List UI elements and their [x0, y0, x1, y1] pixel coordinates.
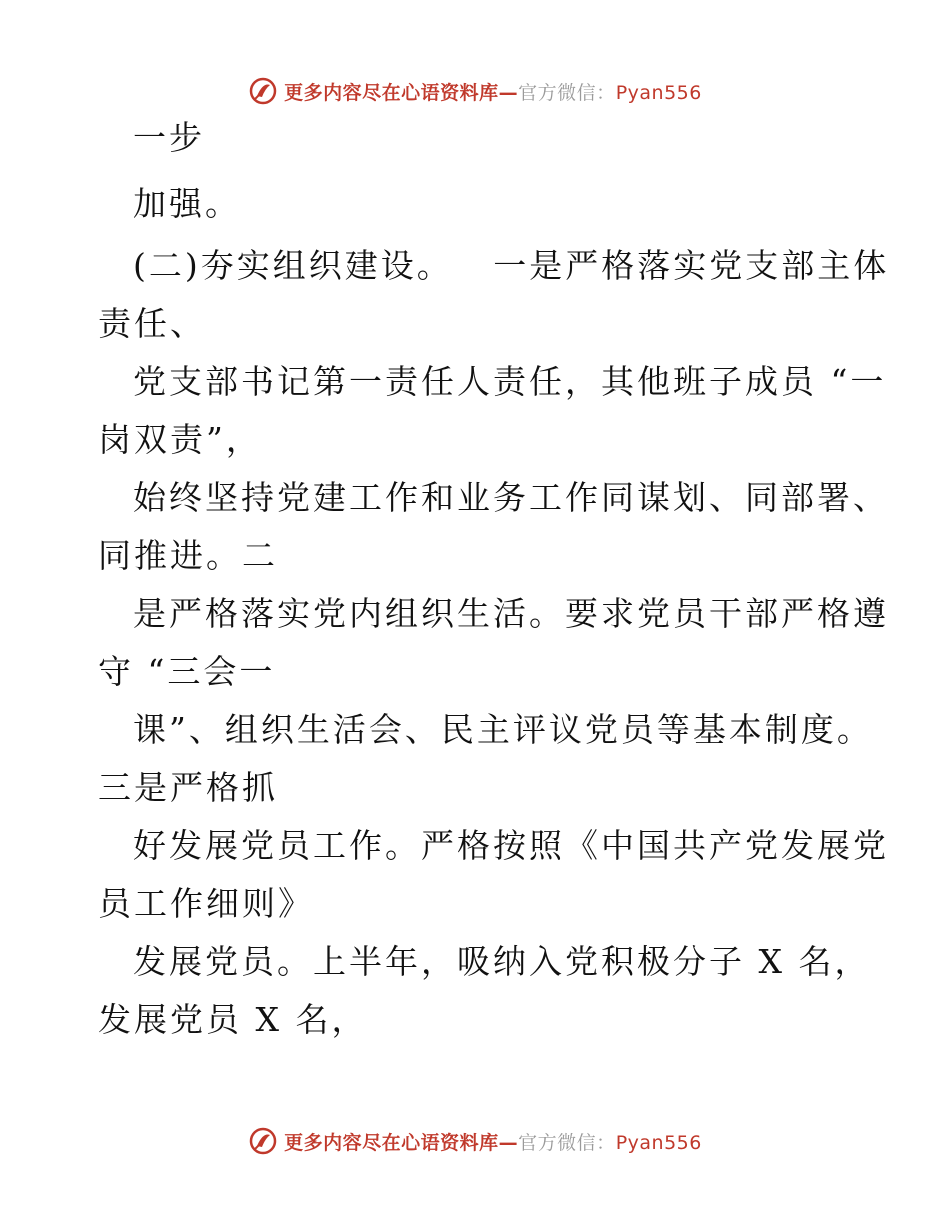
body-line: 加强。 — [133, 184, 241, 223]
footer-banner-label: 官方微信： — [518, 1131, 616, 1154]
body-line: 员工作细则》 — [98, 884, 314, 923]
header-banner-text — [284, 78, 702, 105]
body-line: 同推进。二 — [98, 536, 278, 575]
body-line: 发展党员 X 名， — [98, 1000, 368, 1039]
body-line: 三是严格抓 — [98, 768, 278, 807]
body-line: 岗双责”， — [98, 420, 262, 459]
body-line: 始终坚持党建工作和业务工作同谋划、同部署、 — [133, 478, 889, 517]
footer-banner-dash: — — [498, 1131, 519, 1154]
brand-logo-icon — [248, 76, 278, 106]
header-banner-label: 官方微信： — [518, 81, 616, 104]
header-banner-id: Pyan556 — [615, 81, 702, 104]
body-line: 是严格落实党内组织生活。要求党员干部严格遵 — [133, 594, 889, 633]
body-line: 守 “三会一 — [98, 652, 276, 691]
body-line: 好发展党员工作。严格按照《中国共产党发展党 — [133, 826, 889, 865]
body-line: 党支部书记第一责任人责任，其他班子成员 “一 — [133, 362, 887, 401]
body-line: (二)夯实组织建设。 一是严格落实党支部主体 — [133, 246, 890, 285]
body-line: 责任、 — [98, 304, 206, 343]
footer-banner-id: Pyan556 — [615, 1131, 702, 1154]
footer-banner-main: 更多内容尽在心语资料库 — [284, 1131, 499, 1154]
brand-logo-icon — [248, 1126, 278, 1156]
footer-banner-text — [284, 1128, 702, 1155]
body-line: 发展党员。上半年，吸纳入党积极分子 X 名， — [133, 942, 871, 981]
footer-banner — [0, 1121, 950, 1161]
body-line: 一步 — [133, 118, 205, 157]
header-banner-dash: — — [498, 81, 519, 104]
body-line: 课”、组织生活会、民主评议党员等基本制度。 — [133, 710, 873, 749]
header-banner-main: 更多内容尽在心语资料库 — [284, 81, 499, 104]
header-banner — [0, 71, 950, 111]
